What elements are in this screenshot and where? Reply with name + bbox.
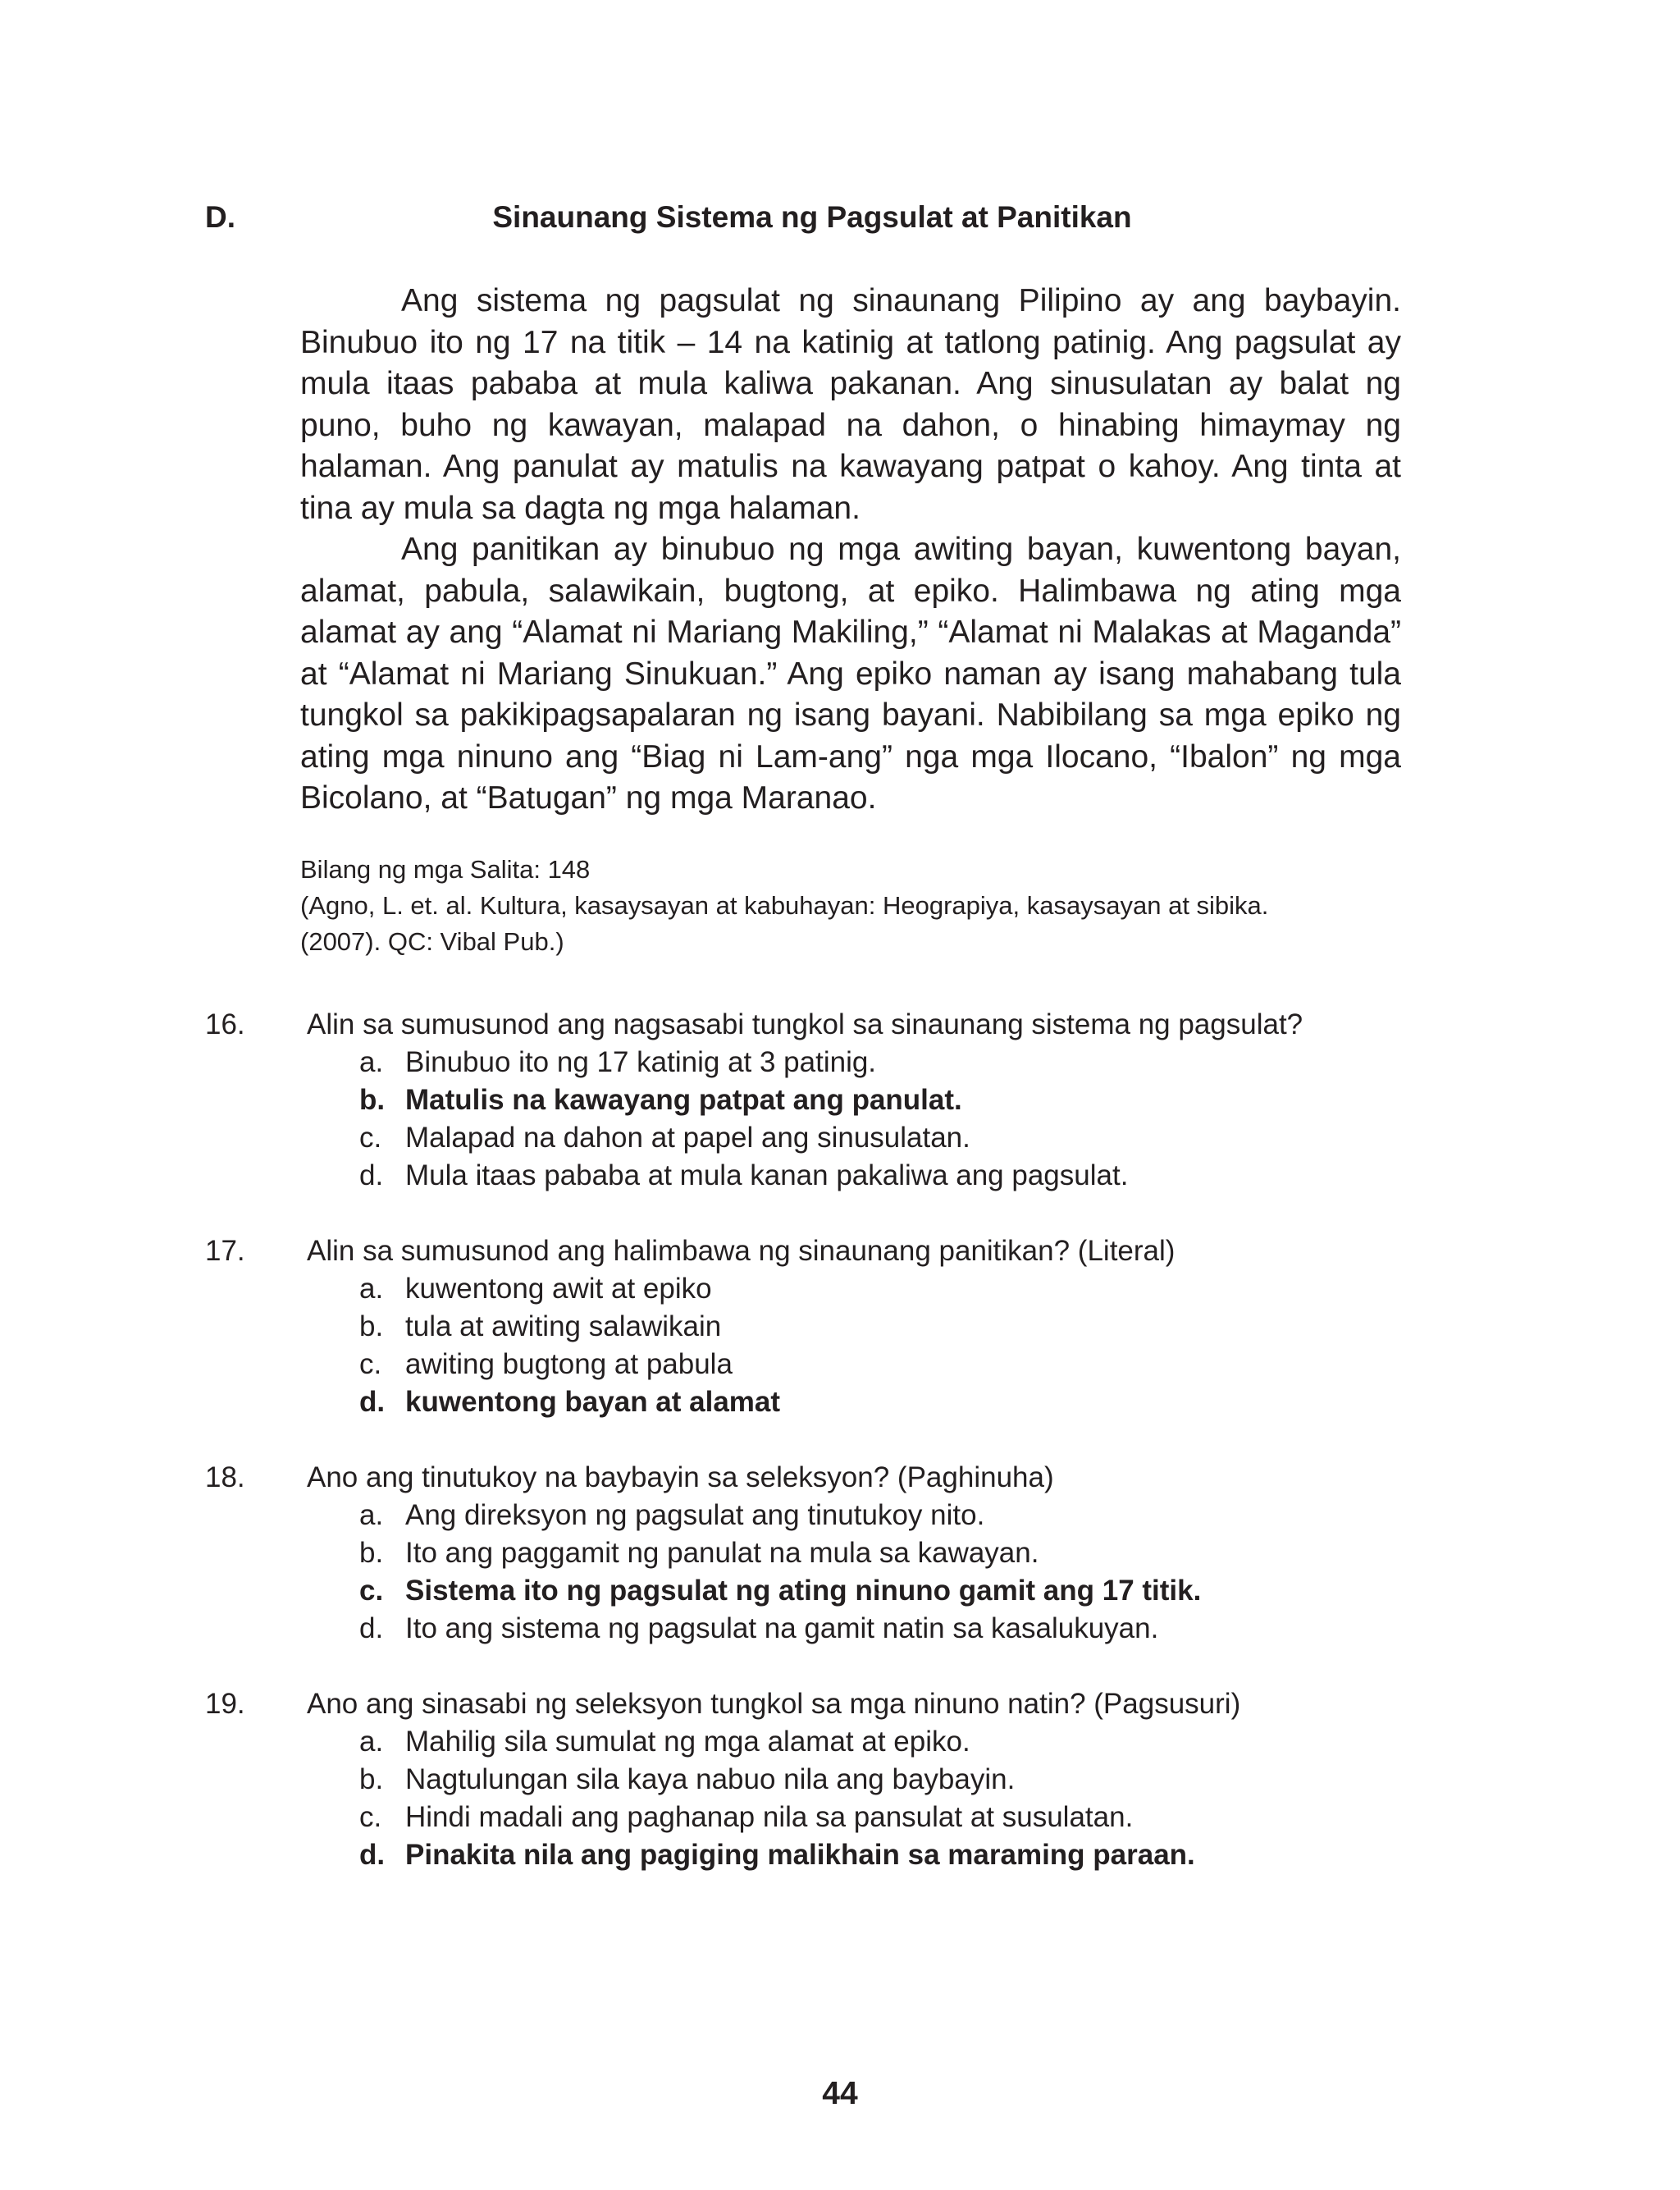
question-number: 19. — [205, 1688, 245, 1720]
choice-text: Ito ang sistema ng pagsulat na gamit natin sa kasalukuyan. — [405, 1612, 1159, 1644]
citation-line-2: (2007). QC: Vibal Pub.) — [300, 927, 564, 956]
question-text: Alin sa sumusunod ang nagsasabi tungkol sa sinaunang sistema ng pagsulat? — [307, 1008, 1303, 1040]
page-number: 44 — [822, 2076, 858, 2111]
section-letter: D. — [205, 200, 235, 234]
choice-text: Mula itaas pababa at mula kanan pakaliwa ang pagsulat. — [405, 1159, 1129, 1191]
citation-line-1: (Agno, L. et. al. Kultura, kasaysayan at kabuhayan: Heograpiya, kasaysayan at sibika. — [300, 891, 1269, 920]
choice-text: kuwentong awit at epiko — [405, 1273, 712, 1305]
choice-text: Nagtulungan sila kaya nabuo nila ang baybayin. — [405, 1763, 1016, 1795]
question-number: 16. — [205, 1008, 245, 1040]
choice-letter: d. — [359, 1386, 386, 1418]
choice-letter: c. — [359, 1348, 382, 1380]
choice-letter: a. — [359, 1499, 384, 1531]
choice-letter: b. — [359, 1310, 384, 1342]
choice-text: Sistema ito ng pagsulat ng ating ninuno gamit ang 17 titik. — [405, 1575, 1202, 1607]
choice-letter: b. — [359, 1763, 384, 1795]
word-count: Bilang ng mga Salita: 148 — [300, 855, 591, 884]
choice-text: Mahilig sila sumulat ng mga alamat at epiko. — [405, 1726, 970, 1758]
section-title: Sinaunang Sistema ng Pagsulat at Panitikan — [492, 200, 1132, 234]
choice-text: Binubuo ito ng 17 katinig at 3 patinig. — [405, 1046, 877, 1078]
choice-text: Pinakita nila ang pagiging malikhain sa maraming paraan. — [405, 1839, 1195, 1871]
reading-passage — [300, 281, 1401, 820]
choice-letter: b. — [359, 1084, 386, 1116]
question-text: Ano ang tinutukoy na baybayin sa seleksyon? (Paghinuha) — [307, 1461, 1054, 1493]
choice-text: Matulis na kawayang patpat ang panulat. — [405, 1084, 962, 1116]
choice-text: Ito ang paggamit ng panulat na mula sa kawayan. — [405, 1537, 1039, 1569]
passage-paragraph-2: Ang panitikan ay binubuo ng mga awiting bayan, kuwentong bayan, alamat, pabula, salawikain, bugtong, at epiko. Halimbawa ng ating mga alamat ay ang “Alamat ni Mariang Makiling,” “Alamat ni Malakas at Maganda” at “Alamat ni Mariang Sinukuan.” Ang epiko naman ay isang mahabang tula tungkol sa pakikipagsapalaran ng isang bayani. Nabibilang sa mga epiko ng ating mga ninuno ang “Biag ni Lam-ang” nga mga Ilocano, “Ibalon” ng mga Bicolano, at “Batugan” ng mga Maranao. — [300, 532, 1401, 816]
question-text: Alin sa sumusunod ang halimbawa ng sinaunang panitikan? (Literal) — [307, 1235, 1176, 1267]
choice-letter: b. — [359, 1537, 384, 1569]
choice-text: Malapad na dahon at papel ang sinusulatan. — [405, 1122, 970, 1154]
choice-letter: d. — [359, 1839, 386, 1871]
choice-letter: c. — [359, 1575, 384, 1607]
choice-text: awiting bugtong at pabula — [405, 1348, 733, 1380]
passage-source — [300, 852, 1449, 960]
section-header — [205, 200, 1403, 241]
choice-text: kuwentong bayan at alamat — [405, 1386, 781, 1418]
question-number: 17. — [205, 1235, 245, 1267]
choice-letter: a. — [359, 1273, 384, 1305]
question-number: 18. — [205, 1461, 245, 1493]
choice-letter: c. — [359, 1801, 382, 1833]
choice-text: Hindi madali ang paghanap nila sa pansulat at susulatan. — [405, 1801, 1134, 1833]
choice-letter: a. — [359, 1726, 384, 1758]
choice-letter: a. — [359, 1046, 384, 1078]
question-text: Ano ang sinasabi ng seleksyon tungkol sa mga ninuno natin? (Pagsusuri) — [307, 1688, 1241, 1720]
choice-letter: c. — [359, 1122, 382, 1154]
choice-text: tula at awiting salawikain — [405, 1310, 722, 1342]
choice-letter: d. — [359, 1612, 384, 1644]
passage-paragraph-1: Ang sistema ng pagsulat ng sinaunang Pilipino ay ang baybayin. Binubuo ito ng 17 na titik – 14 na katinig at tatlong patinig. Ang pagsulat ay mula itaas pababa at mula kaliwa pakanan. Ang sinusulatan ay balat ng puno, buho ng kawayan, malapad na dahon, o hinabing himaymay ng halaman. Ang panulat ay matulis na kawayang patpat o kahoy. Ang tinta at tina ay mula sa dagta ng mga halaman. — [300, 283, 1401, 526]
choice-text: Ang direksyon ng pagsulat ang tinutukoy nito. — [405, 1499, 985, 1531]
choice-letter: d. — [359, 1159, 384, 1191]
